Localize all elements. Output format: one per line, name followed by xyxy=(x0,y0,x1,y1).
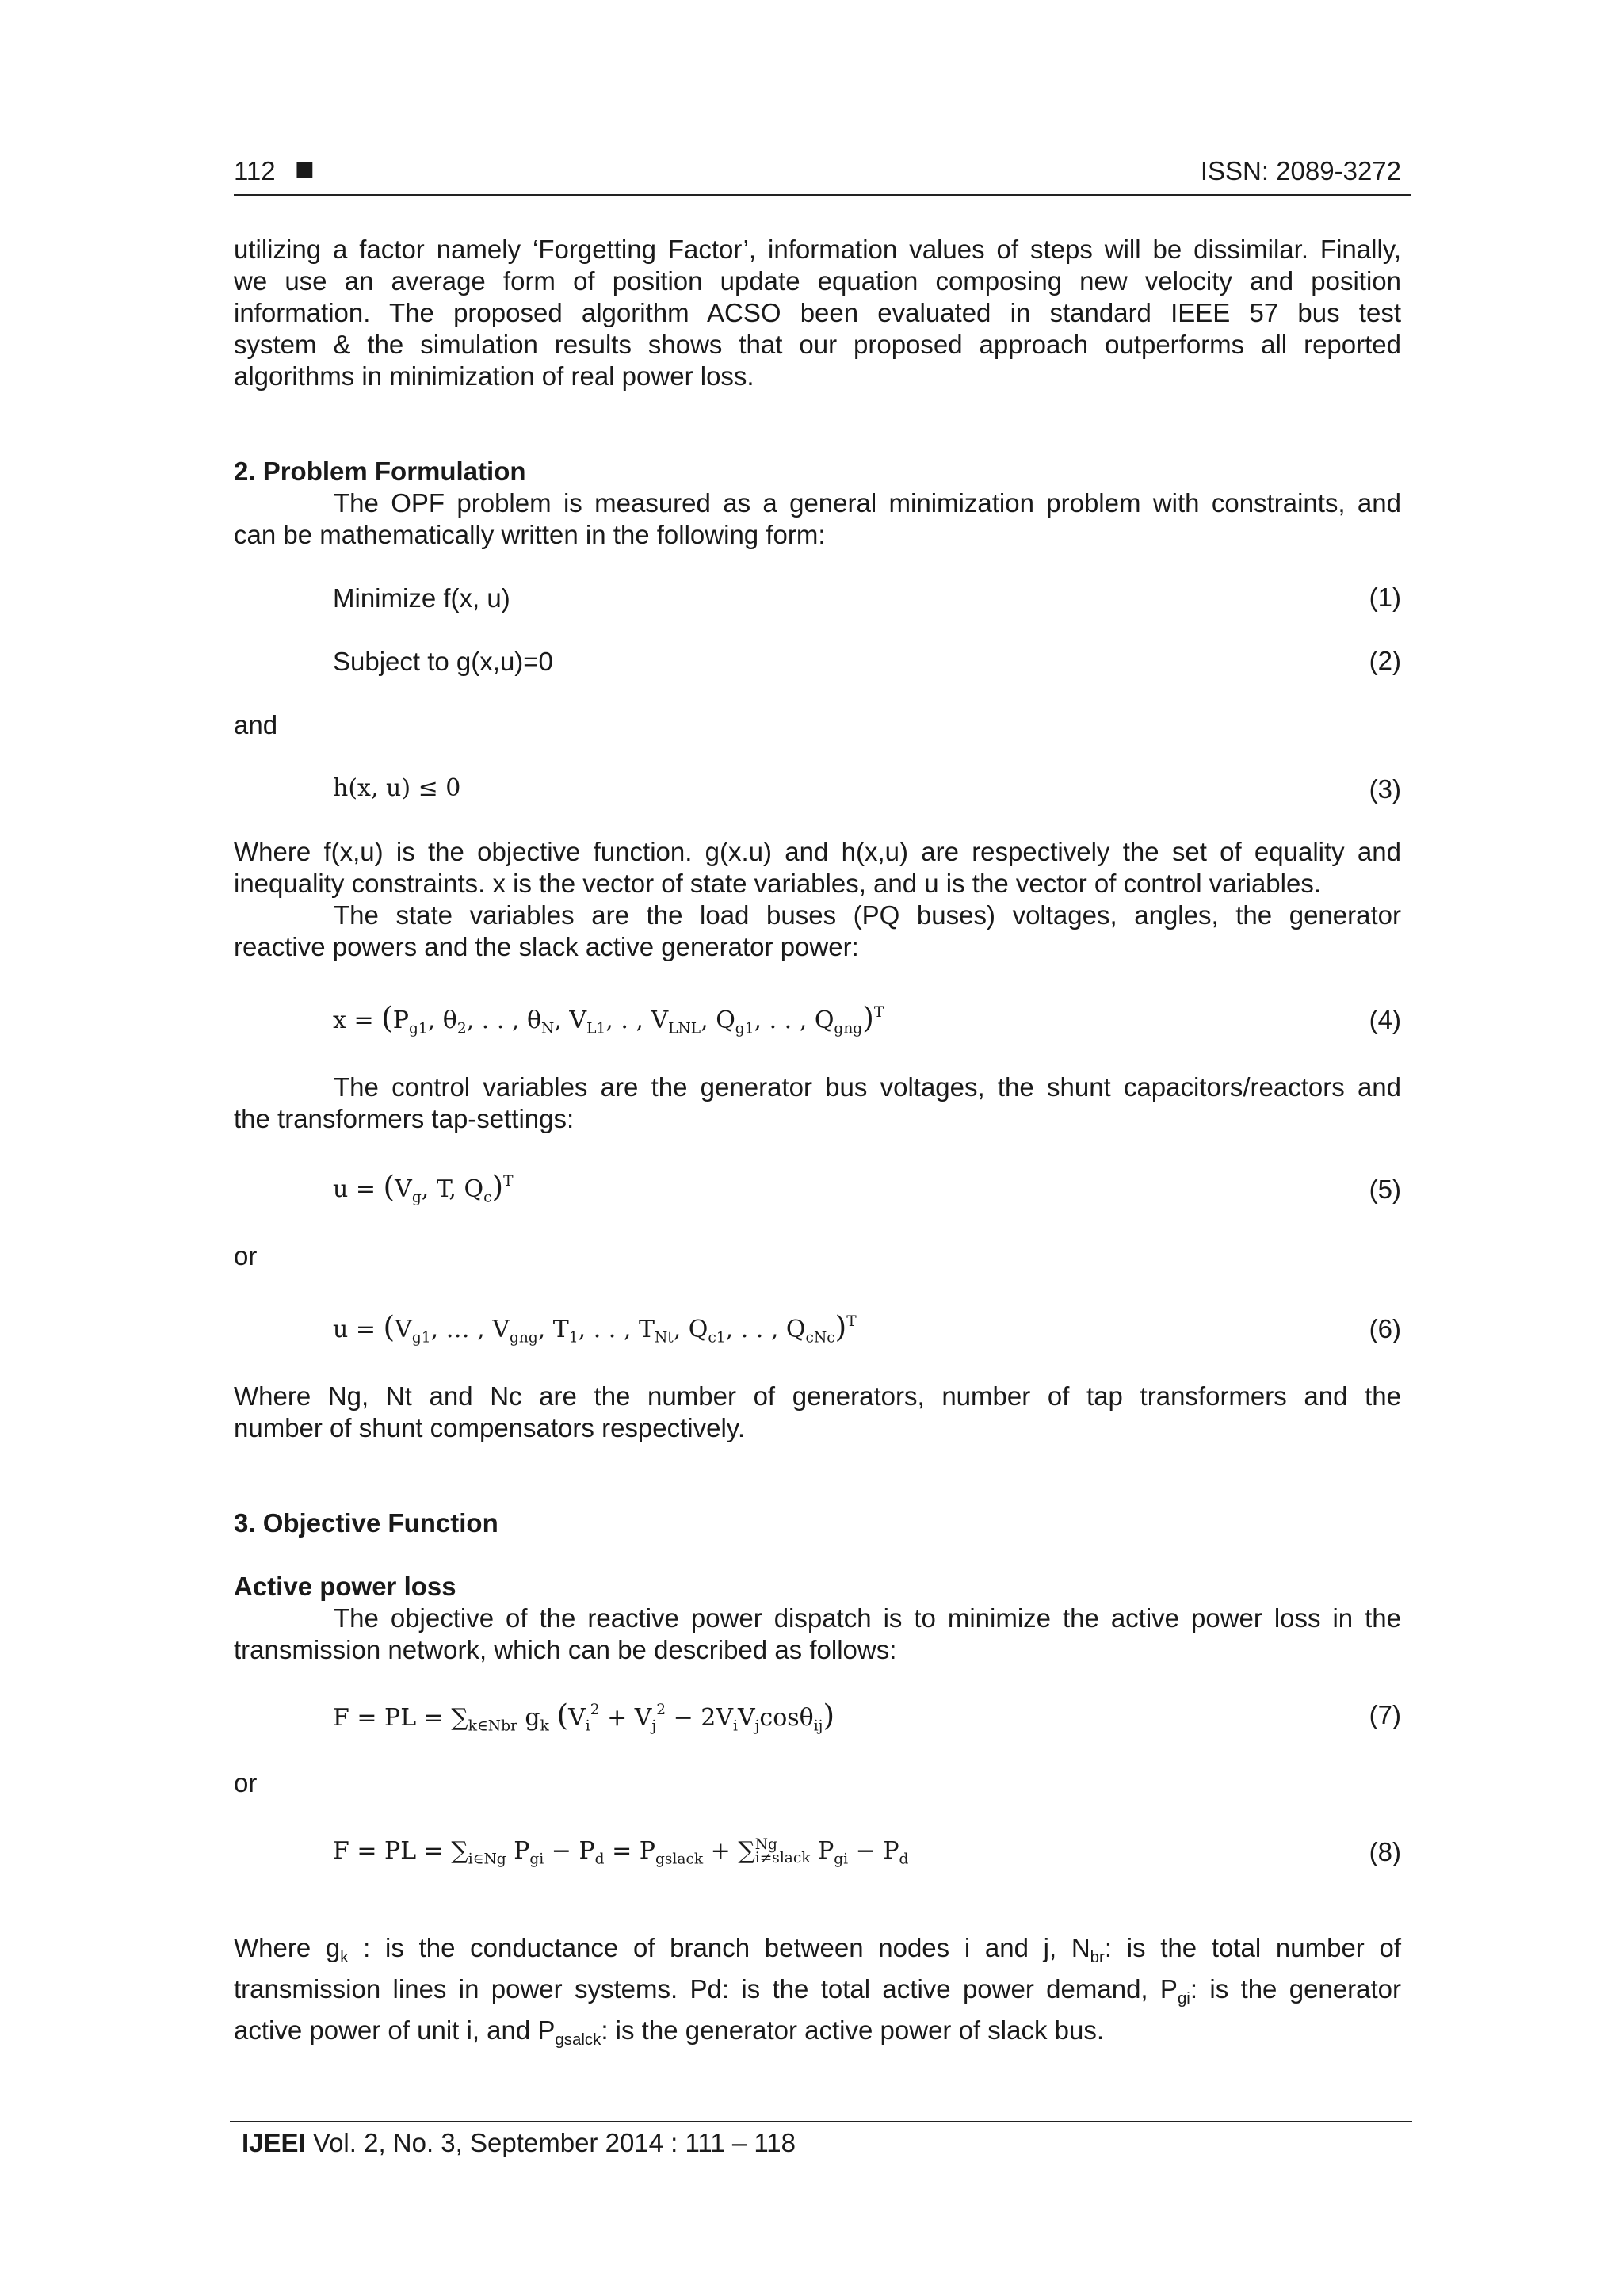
section-2-heading: 2. Problem Formulation xyxy=(234,457,526,486)
subheading-active-power-loss: Active power loss xyxy=(234,1572,456,1601)
equation-4: $x = (P_{g1}$, $\theta_2$, . . , $\theta_N$, $V_{L1}$, . , $V_{LNL}$, $Q_{g1}$, . . , $Q_{gng})^T$ xyxy=(333,1000,884,1037)
header-rule xyxy=(234,194,1411,196)
text-line: number of shunt compensators respectively. xyxy=(234,1413,746,1442)
text-line: Where $g_k$ : is the conductance of branch between nodes i and j, $N_{br}$: is the total number of xyxy=(234,1933,1402,1967)
eq-number-4: (4) xyxy=(1369,1005,1401,1034)
equation-5: $u = (V_g$, T, $Q_c)^T$ xyxy=(333,1169,514,1206)
intro-line: we use an average form of position update equation composing new velocity and position xyxy=(234,266,1401,296)
text-line: Where f(x,u) is the objective function. g(x.u) and h(x,u) are respectively the set of equality and xyxy=(234,837,1401,866)
text-line: transmission lines in power systems. Pd: is the total active power demand, $P_{gi}$: is the generator xyxy=(234,1974,1401,2008)
where-paragraph-1 xyxy=(234,836,1401,963)
equation-7: F = PL = $\sum_{k\in Nbr}$ $g_k$ $(V_i^2 + V_j^2 - 2V_iV_j\cos\theta_{ij})$ xyxy=(333,1698,835,1735)
intro-paragraph xyxy=(234,234,1401,392)
section-3-heading: 3. Objective Function xyxy=(234,1508,498,1538)
text-line: reactive powers and the slack active generator power: xyxy=(234,932,859,961)
equation-6: $u = (V_{g1}$, … , $V_{gng}$, $T_1$, . . , $T_{Nt}$, $Q_{c1}$, . . , $Q_{cNc})^T$ xyxy=(333,1309,857,1347)
intro-line: information. The proposed algorithm ACSO been evaluated in standard IEEE 57 bus test xyxy=(234,298,1401,327)
footer-citation xyxy=(242,2127,796,2159)
or-text-2: or xyxy=(234,1768,258,1797)
eq-number-8: (8) xyxy=(1369,1837,1401,1866)
section-2-intro xyxy=(234,487,1401,551)
eq-number-3: (3) xyxy=(1369,774,1401,804)
footer-journal: IJEEI xyxy=(242,2128,306,2157)
equation-2: Subject to g(x,u)=0 xyxy=(333,647,553,676)
text-line: can be mathematically written in the following form: xyxy=(234,520,826,549)
intro-line: algorithms in minimization of real power loss. xyxy=(234,361,754,391)
footer-volume: Vol. 2, No. 3, September 2014 : 111 – 118 xyxy=(305,2128,796,2157)
eq-number-6: (6) xyxy=(1369,1314,1401,1343)
eq-number-1: (1) xyxy=(1369,583,1401,612)
footer-rule xyxy=(230,2121,1412,2122)
where-paragraph-3 xyxy=(234,1932,1401,2056)
control-paragraph xyxy=(234,1072,1401,1135)
intro-line: system & the simulation results shows that our proposed approach outperforms all reported xyxy=(234,330,1401,359)
text-line: The OPF problem is measured as a general minimization problem with constraints, and xyxy=(334,488,1401,518)
text-line: the transformers tap-settings: xyxy=(234,1104,575,1133)
or-text-1: or xyxy=(234,1241,258,1270)
text-line: Where Ng, Nt and Nc are the number of generators, number of tap transformers and the xyxy=(234,1381,1401,1411)
objective-paragraph xyxy=(234,1603,1401,1666)
intro-line: utilizing a factor namely ‘Forgetting Factor’, information values of steps will be dissimilar. Finally, xyxy=(234,235,1401,264)
text-line: transmission network, which can be described as follows: xyxy=(234,1635,897,1664)
equation-8: F = PL = $\sum_{i\in Ng}$ $P_{gi} - P_d = P_{gslack}$ + ∑ Ng i≠slack $P_{gi} - P_d$ xyxy=(333,1836,909,1868)
equation-3: h(x, u) ≤ 0 xyxy=(333,774,461,802)
text-line: The state variables are the load buses (PQ buses) voltages, angles, the generator xyxy=(334,900,1401,930)
text-line: inequality constraints. x is the vector of state variables, and u is the vector of control variables. xyxy=(234,869,1322,898)
text-line: The objective of the reactive power dispatch is to minimize the active power loss in the xyxy=(334,1603,1401,1633)
where-paragraph-2 xyxy=(234,1381,1401,1444)
square-icon: ■ xyxy=(295,157,315,181)
text-line: active power of unit i, and $P_{gsalck}$: is the generator active power of slack bus. xyxy=(234,2015,1104,2050)
equation-1: Minimize f(x, u) xyxy=(333,583,510,613)
eq-number-2: (2) xyxy=(1369,646,1401,675)
text-line: The control variables are the generator bus voltages, the shunt capacitors/reactors and xyxy=(334,1072,1401,1102)
eq-number-7: (7) xyxy=(1369,1700,1401,1729)
page-number: 112 xyxy=(234,156,276,185)
eq-number-5: (5) xyxy=(1369,1175,1401,1204)
and-text: and xyxy=(234,710,278,739)
issn: ISSN: 2089-3272 xyxy=(1200,156,1401,185)
